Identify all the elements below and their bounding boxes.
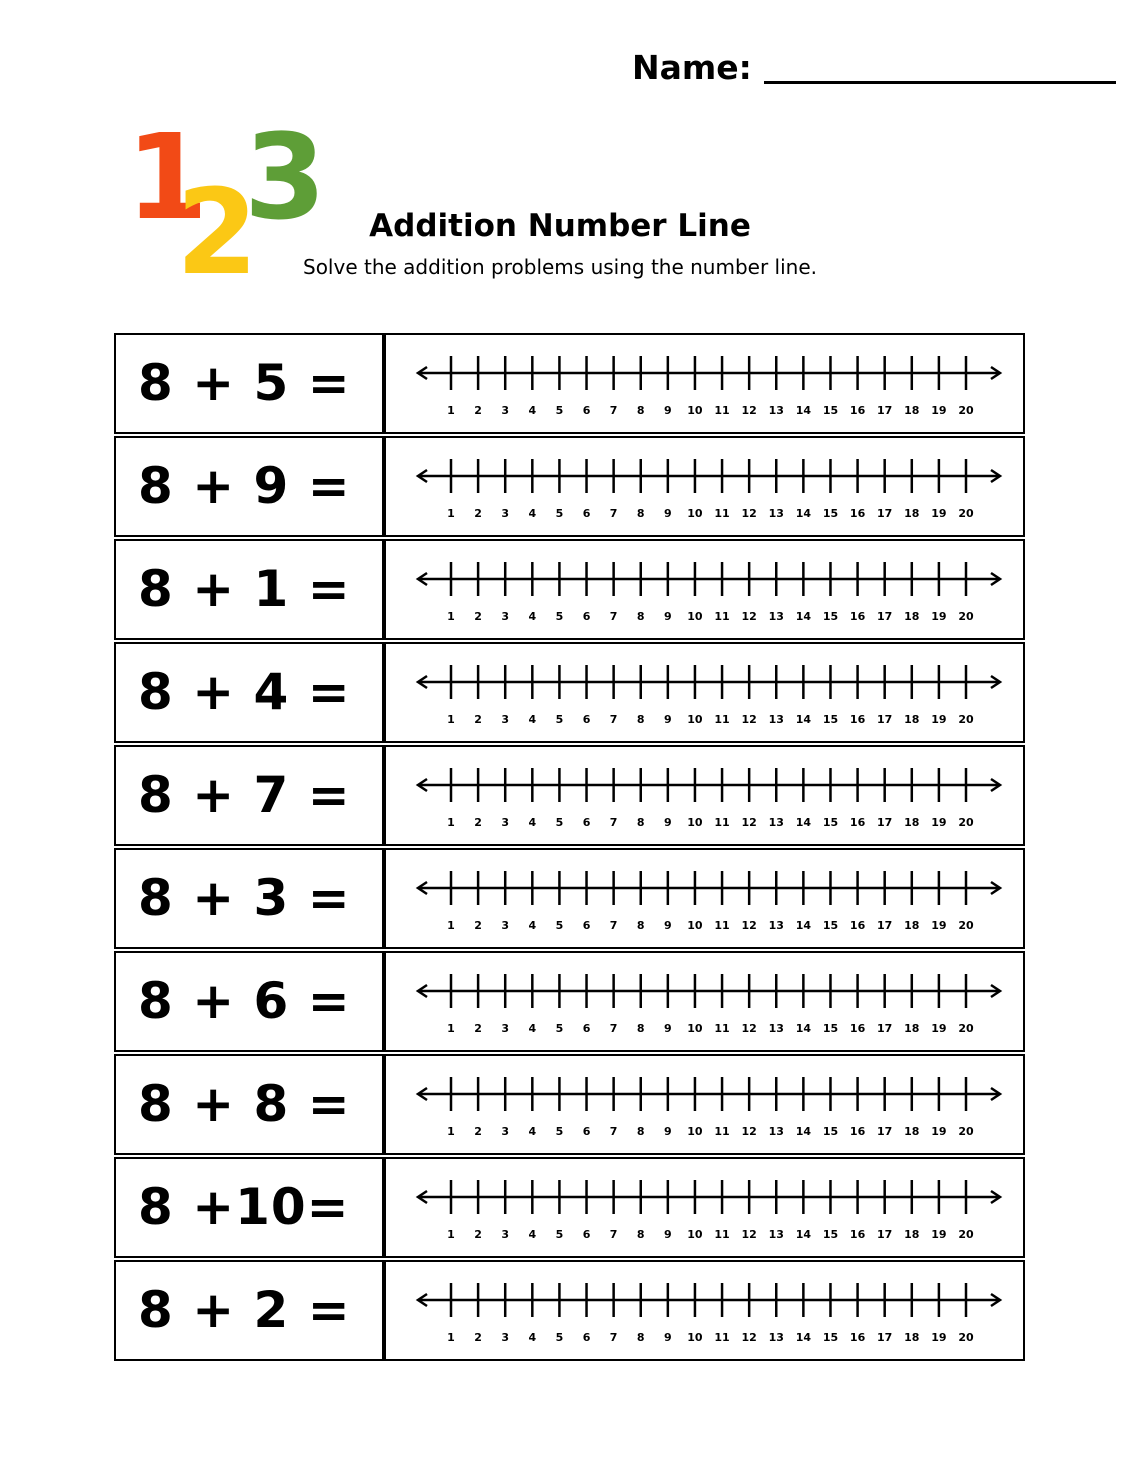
problem-cell <box>114 1054 384 1155</box>
tick-label: 9 <box>664 919 672 932</box>
tick-label: 10 <box>687 919 703 932</box>
tick-label: 2 <box>474 404 482 417</box>
problem-text: 8 +10= <box>138 1178 350 1236</box>
tick-label: 8 <box>636 610 645 623</box>
number-line-cell[interactable] <box>384 539 1025 640</box>
tick-label: 12 <box>741 713 757 726</box>
tick-label: 12 <box>741 507 757 520</box>
tick-label: 4 <box>528 919 537 932</box>
numbers-logo <box>115 108 327 301</box>
tick-label: 1 <box>447 1331 455 1344</box>
tick-label: 5 <box>555 1022 564 1035</box>
tick-label: 17 <box>877 816 893 829</box>
tick-label: 15 <box>822 1331 839 1344</box>
tick-label: 14 <box>795 1022 812 1035</box>
tick-label: 9 <box>664 404 672 417</box>
tick-label: 20 <box>958 713 974 726</box>
tick-label: 18 <box>904 1022 920 1035</box>
tick-label: 9 <box>664 1125 672 1138</box>
tick-label: 8 <box>636 404 645 417</box>
tick-label: 17 <box>877 1228 893 1241</box>
tick-label: 3 <box>501 1022 510 1035</box>
tick-label: 18 <box>904 919 920 932</box>
tick-label: 11 <box>714 507 730 520</box>
problem-text: 8 + 2 = <box>138 1281 351 1339</box>
tick-label: 13 <box>768 1228 784 1241</box>
tick-label: 20 <box>958 610 974 623</box>
tick-label: 8 <box>636 713 645 726</box>
tick-label: 2 <box>474 507 482 520</box>
tick-label: 11 <box>714 1331 730 1344</box>
number-line <box>386 1056 1023 1153</box>
tick-label: 11 <box>714 713 730 726</box>
tick-label: 18 <box>904 1228 920 1241</box>
number-line-cell[interactable] <box>384 1157 1025 1258</box>
tick-label: 12 <box>741 610 757 623</box>
tick-label: 16 <box>849 507 866 520</box>
tick-label: 13 <box>768 1125 784 1138</box>
tick-label: 7 <box>609 1228 618 1241</box>
tick-label: 13 <box>768 404 784 417</box>
number-line <box>386 335 1023 432</box>
tick-label: 17 <box>877 507 893 520</box>
tick-label: 2 <box>474 713 482 726</box>
tick-label: 13 <box>768 1022 784 1035</box>
tick-label: 20 <box>958 1331 974 1344</box>
problem-row <box>114 848 1027 949</box>
problem-text: 8 + 5 = <box>138 354 351 412</box>
tick-label: 8 <box>636 816 645 829</box>
tick-label: 5 <box>555 816 564 829</box>
tick-label: 10 <box>687 1228 703 1241</box>
logo-digit-3: 3 <box>243 108 327 246</box>
tick-label: 7 <box>609 919 618 932</box>
tick-label: 5 <box>555 713 564 726</box>
tick-label: 8 <box>636 1331 645 1344</box>
tick-label: 1 <box>447 1022 455 1035</box>
tick-label: 10 <box>687 1331 703 1344</box>
tick-label: 13 <box>768 507 784 520</box>
tick-label: 8 <box>636 507 645 520</box>
worksheet-title: Addition Number Line <box>369 208 751 244</box>
number-line <box>386 1262 1023 1359</box>
tick-label: 3 <box>501 713 510 726</box>
name-field <box>632 48 1116 88</box>
number-line-cell[interactable] <box>384 436 1025 537</box>
tick-label: 12 <box>741 1022 757 1035</box>
problem-cell <box>114 642 384 743</box>
tick-label: 11 <box>714 1228 730 1241</box>
tick-label: 15 <box>822 816 839 829</box>
tick-label: 1 <box>447 610 455 623</box>
tick-label: 6 <box>582 713 591 726</box>
problem-cell <box>114 333 384 434</box>
problem-text: 8 + 3 = <box>138 869 351 927</box>
tick-label: 14 <box>795 404 812 417</box>
tick-label: 6 <box>582 1331 591 1344</box>
tick-label: 3 <box>501 816 510 829</box>
number-line-cell[interactable] <box>384 848 1025 949</box>
tick-label: 19 <box>931 1125 947 1138</box>
tick-label: 20 <box>958 919 974 932</box>
tick-label: 19 <box>931 1331 947 1344</box>
tick-label: 3 <box>501 1125 510 1138</box>
problem-row <box>114 333 1027 434</box>
tick-label: 6 <box>582 1228 591 1241</box>
problem-cell <box>114 436 384 537</box>
problem-row <box>114 951 1027 1052</box>
tick-label: 9 <box>664 816 672 829</box>
tick-label: 14 <box>795 1228 812 1241</box>
problem-cell <box>114 745 384 846</box>
tick-label: 3 <box>501 1331 510 1344</box>
tick-label: 10 <box>687 507 703 520</box>
tick-label: 10 <box>687 1022 703 1035</box>
tick-label: 17 <box>877 919 893 932</box>
tick-label: 7 <box>609 713 618 726</box>
tick-label: 15 <box>822 507 839 520</box>
tick-label: 7 <box>609 1022 618 1035</box>
tick-label: 15 <box>822 919 839 932</box>
tick-label: 11 <box>714 919 730 932</box>
tick-label: 18 <box>904 713 920 726</box>
problem-cell <box>114 1260 384 1361</box>
tick-label: 4 <box>528 507 537 520</box>
logo-digit-1: 1 <box>125 108 209 246</box>
problem-text: 8 + 7 = <box>138 766 351 824</box>
problem-row <box>114 1157 1027 1258</box>
tick-label: 18 <box>904 507 920 520</box>
name-label: Name: <box>632 48 752 87</box>
tick-label: 10 <box>687 610 703 623</box>
tick-label: 1 <box>447 713 455 726</box>
problem-row <box>114 1054 1027 1155</box>
tick-label: 7 <box>609 1125 618 1138</box>
tick-label: 2 <box>474 816 482 829</box>
tick-label: 17 <box>877 1331 893 1344</box>
tick-label: 13 <box>768 1331 784 1344</box>
tick-label: 16 <box>849 1228 866 1241</box>
tick-label: 9 <box>664 1022 672 1035</box>
tick-label: 10 <box>687 816 703 829</box>
number-line-cell[interactable] <box>384 333 1025 434</box>
tick-label: 16 <box>849 1125 866 1138</box>
tick-label: 1 <box>447 919 455 932</box>
tick-label: 15 <box>822 404 839 417</box>
tick-label: 1 <box>447 404 455 417</box>
tick-label: 12 <box>741 1228 757 1241</box>
tick-label: 3 <box>501 1228 510 1241</box>
tick-label: 6 <box>582 919 591 932</box>
tick-label: 17 <box>877 713 893 726</box>
tick-label: 6 <box>582 1022 591 1035</box>
tick-label: 4 <box>528 404 537 417</box>
tick-label: 1 <box>447 816 455 829</box>
tick-label: 16 <box>849 1022 866 1035</box>
tick-label: 15 <box>822 1022 839 1035</box>
number-line <box>386 850 1023 947</box>
tick-label: 20 <box>958 816 974 829</box>
tick-label: 11 <box>714 1125 730 1138</box>
problem-cell <box>114 951 384 1052</box>
tick-label: 6 <box>582 610 591 623</box>
tick-label: 7 <box>609 1331 618 1344</box>
tick-label: 20 <box>958 404 974 417</box>
tick-label: 16 <box>849 404 866 417</box>
tick-label: 17 <box>877 1022 893 1035</box>
problem-cell <box>114 848 384 949</box>
tick-label: 10 <box>687 713 703 726</box>
number-line <box>386 438 1023 535</box>
worksheet-instructions: Solve the addition problems using the number line. <box>303 255 817 279</box>
tick-label: 14 <box>795 713 812 726</box>
tick-label: 11 <box>714 816 730 829</box>
tick-label: 16 <box>849 610 866 623</box>
tick-label: 6 <box>582 507 591 520</box>
tick-label: 5 <box>555 919 564 932</box>
tick-label: 19 <box>931 816 947 829</box>
tick-label: 5 <box>555 610 564 623</box>
tick-label: 11 <box>714 610 730 623</box>
logo-digit-2: 2 <box>175 163 259 301</box>
problem-cell <box>114 1157 384 1258</box>
tick-label: 2 <box>474 610 482 623</box>
tick-label: 3 <box>501 610 510 623</box>
tick-label: 15 <box>822 1125 839 1138</box>
tick-label: 12 <box>741 816 757 829</box>
tick-label: 14 <box>795 610 812 623</box>
tick-label: 18 <box>904 816 920 829</box>
tick-label: 14 <box>795 507 812 520</box>
tick-label: 6 <box>582 816 591 829</box>
tick-label: 9 <box>664 713 672 726</box>
tick-label: 19 <box>931 1022 947 1035</box>
tick-label: 1 <box>447 507 455 520</box>
problem-row <box>114 436 1027 537</box>
tick-label: 5 <box>555 1331 564 1344</box>
tick-label: 7 <box>609 404 618 417</box>
number-line-cell[interactable] <box>384 745 1025 846</box>
tick-label: 2 <box>474 1228 482 1241</box>
problem-cell <box>114 539 384 640</box>
tick-label: 4 <box>528 1331 537 1344</box>
tick-label: 19 <box>931 610 947 623</box>
tick-label: 9 <box>664 1228 672 1241</box>
tick-label: 2 <box>474 919 482 932</box>
tick-label: 7 <box>609 610 618 623</box>
tick-label: 14 <box>795 919 812 932</box>
tick-label: 4 <box>528 1125 537 1138</box>
tick-label: 1 <box>447 1125 455 1138</box>
tick-label: 12 <box>741 919 757 932</box>
tick-label: 19 <box>931 919 947 932</box>
tick-label: 6 <box>582 404 591 417</box>
tick-label: 16 <box>849 713 866 726</box>
tick-label: 11 <box>714 1022 730 1035</box>
number-line <box>386 1159 1023 1256</box>
tick-label: 20 <box>958 1022 974 1035</box>
problem-row <box>114 642 1027 743</box>
number-line-cell[interactable] <box>384 1054 1025 1155</box>
tick-label: 5 <box>555 507 564 520</box>
name-blank-line[interactable] <box>764 81 1116 84</box>
tick-label: 18 <box>904 404 920 417</box>
number-line-cell[interactable] <box>384 1260 1025 1361</box>
tick-label: 19 <box>931 1228 947 1241</box>
tick-label: 16 <box>849 816 866 829</box>
number-line-cell[interactable] <box>384 642 1025 743</box>
tick-label: 16 <box>849 919 866 932</box>
tick-label: 3 <box>501 507 510 520</box>
tick-label: 8 <box>636 919 645 932</box>
tick-label: 4 <box>528 816 537 829</box>
number-line <box>386 953 1023 1050</box>
tick-label: 16 <box>849 1331 866 1344</box>
tick-label: 8 <box>636 1022 645 1035</box>
tick-label: 14 <box>795 1125 812 1138</box>
problem-text: 8 + 6 = <box>138 972 351 1030</box>
tick-label: 9 <box>664 1331 672 1344</box>
problem-text: 8 + 8 = <box>138 1075 351 1133</box>
tick-label: 15 <box>822 713 839 726</box>
tick-label: 8 <box>636 1125 645 1138</box>
problem-text: 8 + 9 = <box>138 457 351 515</box>
tick-label: 3 <box>501 919 510 932</box>
tick-label: 14 <box>795 816 812 829</box>
number-line <box>386 541 1023 638</box>
tick-label: 20 <box>958 507 974 520</box>
tick-label: 11 <box>714 404 730 417</box>
tick-label: 13 <box>768 610 784 623</box>
tick-label: 18 <box>904 1331 920 1344</box>
problem-text: 8 + 1 = <box>138 560 351 618</box>
tick-label: 19 <box>931 507 947 520</box>
tick-label: 5 <box>555 1125 564 1138</box>
problem-text: 8 + 4 = <box>138 663 351 721</box>
tick-label: 7 <box>609 507 618 520</box>
tick-label: 4 <box>528 713 537 726</box>
problem-table <box>114 333 1027 1363</box>
tick-label: 1 <box>447 1228 455 1241</box>
problem-row <box>114 539 1027 640</box>
tick-label: 4 <box>528 1228 537 1241</box>
tick-label: 4 <box>528 1022 537 1035</box>
tick-label: 12 <box>741 404 757 417</box>
tick-label: 13 <box>768 713 784 726</box>
tick-label: 5 <box>555 1228 564 1241</box>
tick-label: 2 <box>474 1125 482 1138</box>
tick-label: 5 <box>555 404 564 417</box>
tick-label: 2 <box>474 1331 482 1344</box>
tick-label: 17 <box>877 404 893 417</box>
tick-label: 2 <box>474 1022 482 1035</box>
tick-label: 20 <box>958 1125 974 1138</box>
tick-label: 17 <box>877 610 893 623</box>
tick-label: 4 <box>528 610 537 623</box>
tick-label: 8 <box>636 1228 645 1241</box>
tick-label: 13 <box>768 816 784 829</box>
tick-label: 15 <box>822 610 839 623</box>
tick-label: 18 <box>904 610 920 623</box>
tick-label: 10 <box>687 1125 703 1138</box>
problem-row <box>114 1260 1027 1361</box>
tick-label: 20 <box>958 1228 974 1241</box>
tick-label: 15 <box>822 1228 839 1241</box>
number-line <box>386 747 1023 844</box>
tick-label: 7 <box>609 816 618 829</box>
number-line <box>386 644 1023 741</box>
tick-label: 17 <box>877 1125 893 1138</box>
tick-label: 14 <box>795 1331 812 1344</box>
tick-label: 10 <box>687 404 703 417</box>
tick-label: 6 <box>582 1125 591 1138</box>
tick-label: 9 <box>664 507 672 520</box>
number-line-cell[interactable] <box>384 951 1025 1052</box>
tick-label: 12 <box>741 1331 757 1344</box>
tick-label: 9 <box>664 610 672 623</box>
tick-label: 13 <box>768 919 784 932</box>
tick-label: 12 <box>741 1125 757 1138</box>
tick-label: 18 <box>904 1125 920 1138</box>
problem-row <box>114 745 1027 846</box>
tick-label: 19 <box>931 404 947 417</box>
tick-label: 3 <box>501 404 510 417</box>
tick-label: 19 <box>931 713 947 726</box>
